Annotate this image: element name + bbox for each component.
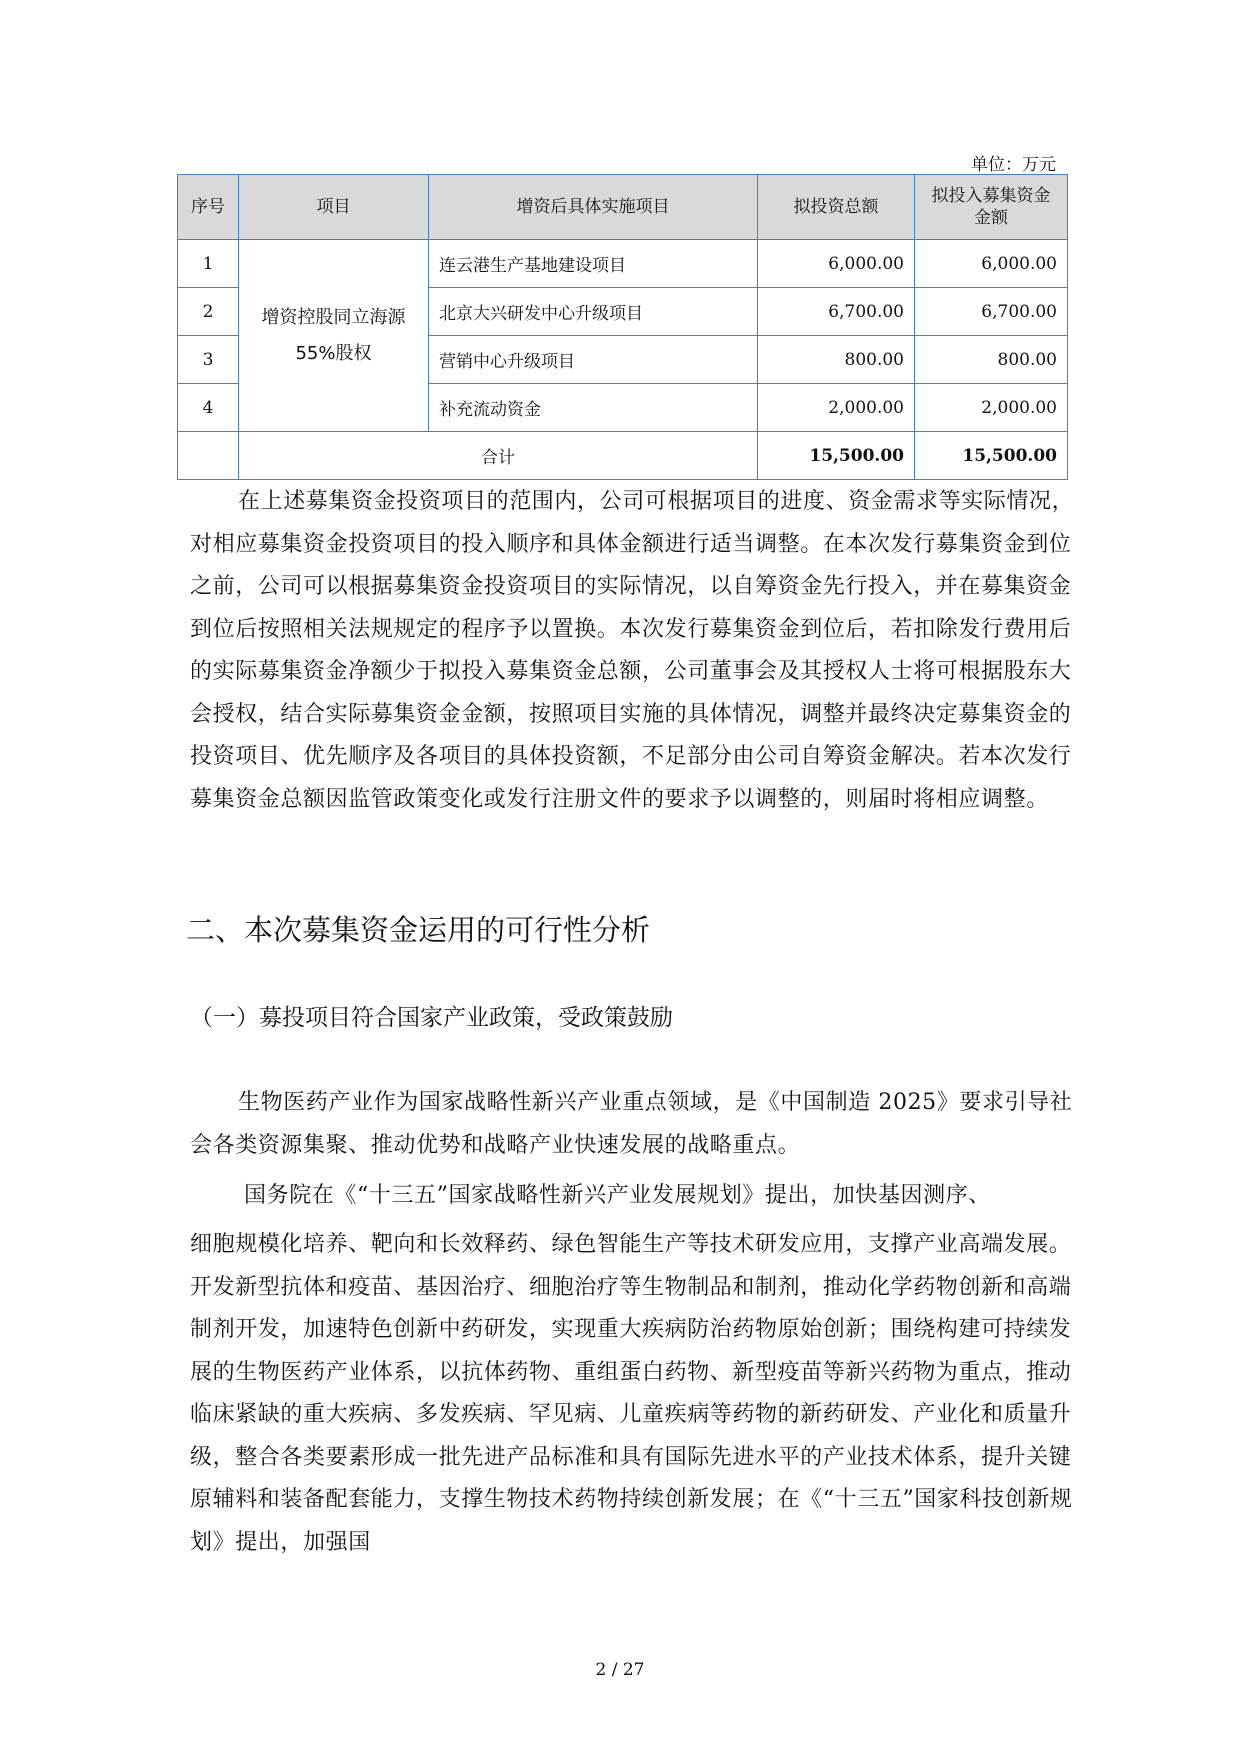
row-total: 800.00 (758, 336, 915, 384)
header-raised: 拟投入募集资金金额 (915, 175, 1068, 240)
row-no: 3 (178, 336, 239, 384)
header-no: 序号 (178, 175, 239, 240)
total-raised: 15,500.00 (915, 432, 1068, 480)
investment-table (177, 174, 1068, 480)
row-project: 连云港生产基地建设项目 (429, 240, 758, 288)
item-name: 增资控股同立海源55%股权 (239, 240, 429, 432)
page-number: 2 / 27 (595, 1660, 645, 1680)
row-total: 2,000.00 (758, 384, 915, 432)
total-investment: 15,500.00 (758, 432, 915, 480)
row-raised: 6,700.00 (915, 288, 1068, 336)
total-label: 合计 (239, 432, 758, 480)
row-no: 2 (178, 288, 239, 336)
row-raised: 6,000.00 (915, 240, 1068, 288)
paragraph-adjustment: 在上述募集资金投资项目的范围内，公司可根据项目的进度、资金需求等实际情况，对相应募集资金投资项目的投入顺序和具体金额进行适当调整。在本次发行募集资金到位之前，公司可以根据募集资金投资项目的实际情况，以自筹资金先行投入，并在募集资金到位后按照相关法规规定的程序予以置换。本次发行募集资金到位后，若扣除发行费用后的实际募集资金净额少于拟投入募集资金总额，公司董事会及其授权人士将可根据股东大会授权，结合实际募集资金金额，按照项目实施的具体情况，调整并最终决定募集资金的投资项目、优先顺序及各项目的具体投资额，不足部分由公司自筹资金解决。若本次发行募集资金总额因监管政策变化或发行注册文件的要求予以调整的，则届时将相应调整。 (190, 489, 1075, 812)
row-total: 6,000.00 (758, 240, 915, 288)
row-project: 北京大兴研发中心升级项目 (429, 288, 758, 336)
section-heading: 二、本次募集资金运用的可行性分析 (186, 913, 651, 947)
paragraph-policy-first-line: 国务院在《“十三五”国家战略性新兴产业发展规划》提出，加快基因测序、 (244, 1183, 991, 1208)
paragraph-policy-body: 细胞规模化培养、靶向和长效释药、绿色智能生产等技术研发应用，支撑产业高端发展。开发新型抗体和疫苗、基因治疗、细胞治疗等生物制品和制剂，推动化学药物创新和高端制剂开发，加速特色创新中药研发，实现重大疾病防治药物原始创新；围绕构建可持续发展的生物医药产业体系，以抗体药物、重组蛋白药物、新型疫苗等新兴药物为重点，推动临床紧缺的重大疾病、多发疾病、罕见病、儿童疾病等药物的新药研发、产业化和质量升级，整合各类要素形成一批先进产品标准和具有国际先进水平的产业技术体系，提升关键原辅料和装备配套能力，支撑生物技术药物持续创新发展；在《“十三五”国家科技创新规划》提出，加强国 (190, 1232, 1073, 1555)
paragraph-industry: 生物医药产业作为国家战略性新兴产业重点领域，是《中国制造 2025》要求引导社会各类资源集聚、推动优势和战略产业快速发展的战略重点。 (190, 1090, 1073, 1158)
row-raised: 2,000.00 (915, 384, 1068, 432)
table-header-row (178, 175, 1068, 240)
header-project: 增资后具体实施项目 (429, 175, 758, 240)
row-no: 4 (178, 384, 239, 432)
table-total-row (178, 432, 1068, 480)
header-total: 拟投资总额 (758, 175, 915, 240)
total-empty-cell (178, 432, 239, 480)
row-project: 补充流动资金 (429, 384, 758, 432)
header-item: 项目 (239, 175, 429, 240)
table-row (178, 240, 1068, 288)
row-no: 1 (178, 240, 239, 288)
row-raised: 800.00 (915, 336, 1068, 384)
subsection-heading: （一）募投项目符合国家产业政策，受政策鼓励 (190, 1005, 673, 1031)
row-project: 营销中心升级项目 (429, 336, 758, 384)
unit-label: 单位：万元 (971, 155, 1056, 175)
row-total: 6,700.00 (758, 288, 915, 336)
